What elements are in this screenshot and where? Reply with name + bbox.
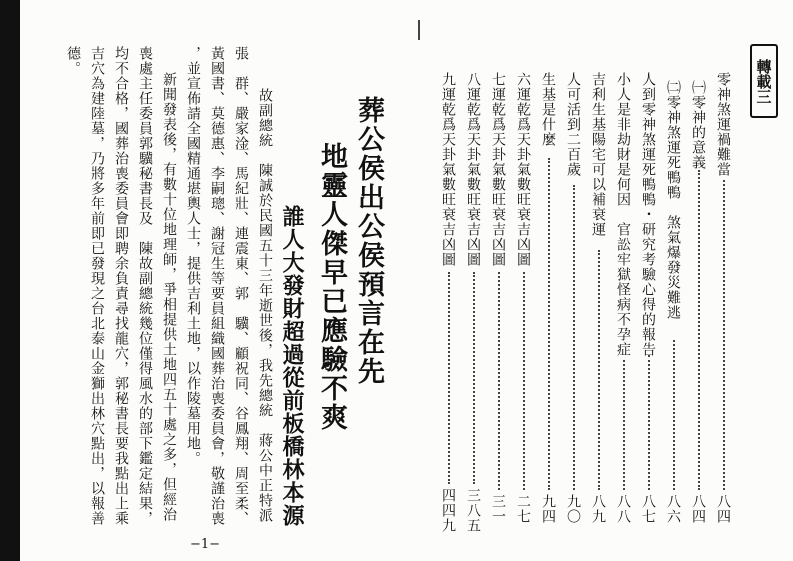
body-column-2: 張 群、嚴家淦、馬紀壯、連震東、郭 驥、顧祝同、谷鳳翔、周至柔、: [233, 46, 249, 526]
toc-entry-title: 生基是什麼: [540, 72, 556, 147]
toc-leader: [573, 185, 575, 490]
toc-leader: [473, 272, 475, 484]
page-number: −1−: [190, 537, 221, 552]
toc-entry-title: 六運乾爲天卦氣數旺衰吉凶圖: [515, 72, 531, 267]
toc-entry-page: 三八五: [465, 488, 481, 533]
scan-edge: [0, 0, 20, 561]
toc-entry-page: 八九: [590, 494, 606, 524]
toc-leader: [698, 170, 700, 490]
toc-leader: [448, 272, 450, 484]
toc-entry-page: 三一: [490, 494, 506, 524]
toc-entry-page: 九〇: [565, 494, 581, 524]
toc-entry-title: ㈡零神煞運死鴨鴨 煞氣爆發災難逃: [665, 80, 681, 320]
toc-entry-title: 小人是非劫財是何因 官訟牢獄怪病不孕症: [615, 72, 631, 357]
toc-entry-title: 八運乾爲天卦氣數旺衰吉凶圖: [465, 72, 481, 267]
body-column-6: 喪處主任委員郭驥秘書長及 陳故副總統幾位僅得風水的部下鑑定結果，: [137, 46, 153, 526]
toc-leader: [648, 355, 650, 490]
section-header-box: [750, 44, 778, 118]
toc-leader: [498, 272, 500, 490]
toc-leader: [598, 250, 600, 490]
toc-entry-title: 九運乾爲天卦氣數旺衰吉凶圖: [440, 72, 456, 267]
toc-entry-page: 四四九: [440, 488, 456, 533]
article-subtitle: 地靈人傑早已應驗不爽: [316, 142, 347, 432]
body-column-1: 故副總統 陳誠於民國五十三年逝世後，我先總統 蔣公中正特派: [257, 88, 273, 523]
toc-entry-page: 九四: [540, 494, 556, 524]
toc-entry-title: 人到零神煞運死鴨鴨・研究考驗心得的報告: [640, 72, 656, 357]
body-column-8: 吉穴為建陸墓，乃將多年前即已發現之台北泰山金獅出林穴點出，以報善: [89, 46, 105, 526]
toc-entry-page: 二七: [515, 494, 531, 524]
body-column-5: 新聞發表後，有數十位地理師，爭相提供土地四五十處之多，但經治: [161, 72, 177, 522]
article-byline: 誰人大發財超過從前板橋林本源: [279, 205, 305, 527]
toc-leader: [673, 340, 675, 490]
toc-entry-title: 吉利生基陽宅可以補衰運: [590, 72, 606, 237]
body-column-3: 黃國書、莫德惠、李嗣璁、謝冠生等要員組織國葬治喪委員會，敬謹治喪: [209, 46, 225, 526]
toc-entry-page: 八七: [640, 494, 656, 524]
toc-leader: [623, 360, 625, 490]
toc-entry-page: 八四: [715, 494, 731, 524]
section-header: 轉載三: [754, 58, 773, 104]
toc-leader: [523, 272, 525, 490]
toc-entry-page: 八四: [690, 494, 706, 524]
page-gutter-mark: [418, 20, 420, 40]
body-column-9: 德。: [65, 46, 81, 76]
toc-entry-title: ㈠零神的意義: [690, 80, 706, 170]
toc-leader: [548, 158, 550, 490]
toc-entry-page: 八六: [665, 494, 681, 524]
toc-leader: [723, 180, 725, 490]
toc-entry-title: 七運乾爲天卦氣數旺衰吉凶圖: [490, 72, 506, 267]
toc-entry-title: 零神煞運禍難當: [715, 72, 731, 177]
body-column-7: 均不合格，國葬治喪委員會即聘余負責尋找龍穴，郭秘書長要我點出上乘: [113, 46, 129, 526]
toc-entry-page: 八八: [615, 494, 631, 524]
article-title: 葬公侯出公侯預言在先: [353, 96, 384, 386]
toc-entry-title: 人可活到二百歲: [565, 72, 581, 177]
body-column-4: ，並宣佈請全國精通堪輿人士，提供吉利土地，以作陵墓用地。: [185, 46, 201, 466]
